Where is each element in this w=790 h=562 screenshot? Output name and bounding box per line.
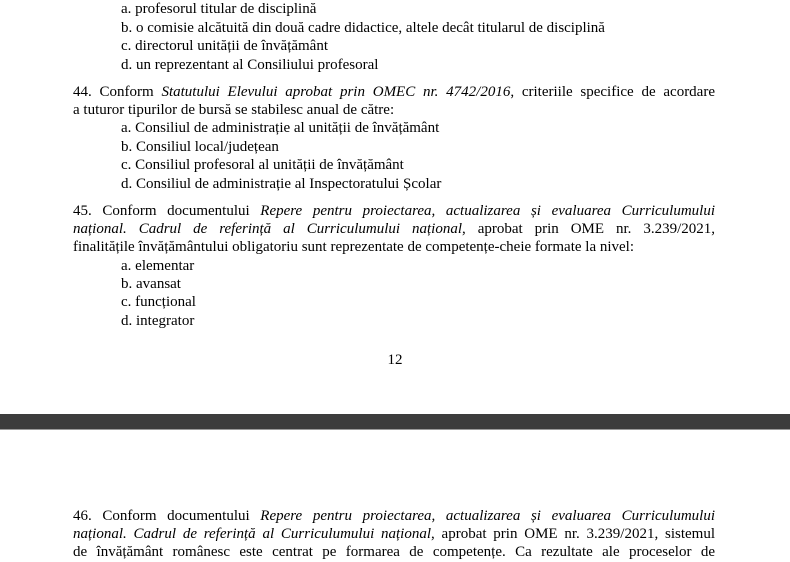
q44-option-d: d. Consiliul de administrație al Inspectoratului Școlar (121, 176, 442, 192)
q43-option-d: d. un reprezentant al Consiliului profesoral (121, 57, 379, 73)
q44-option-c: c. Consiliul profesoral al unității de învățământ (121, 157, 404, 173)
q44-question-line-1: 44. Conform Statutului Elevului aprobat prin OMEC nr. 4742/2016, criteriile specifice de acordare (73, 84, 715, 100)
q45-option-c: c. funcțional (121, 294, 196, 310)
q43-option-c: c. directorul unității de învățământ (121, 38, 329, 54)
page-separator (0, 414, 790, 430)
q46-question-line-1: 46. Conform documentului Repere pentru proiectarea, actualizarea și evaluarea Curriculumului (73, 508, 715, 524)
q46-question-line-3: de învățământ românesc este centrat pe formarea de competențe. Ca rezultate ale proceselor de (73, 544, 715, 560)
q45-option-d: d. integrator (121, 313, 195, 329)
q46-question-line-2: național. Cadrul de referință al Curriculumului național, aprobat prin OME nr. 3.239/2021, sistemul (73, 526, 715, 542)
q45-question-line-1: 45. Conform documentului Repere pentru proiectarea, actualizarea și evaluarea Curriculumului (73, 203, 715, 219)
q44-option-a: a. Consiliul de administrație al unității de învățământ (121, 120, 440, 136)
q45-question-line-2: național. Cadrul de referință al Curriculumului național, aprobat prin OME nr. 3.239/2021, (73, 221, 715, 237)
q43-option-a: a. profesorul titular de disciplină (121, 1, 317, 17)
page-number: 12 (387, 352, 403, 368)
q43-option-b: b. o comisie alcătuită din două cadre didactice, altele decât titularul de disciplină (121, 20, 605, 36)
document-page-13 (0, 430, 790, 562)
q45-option-a: a. elementar (121, 258, 195, 274)
q45-question-line-3: finalitățile învățământului obligatoriu sunt reprezentate de competențe-cheie formate la nivel: (73, 239, 635, 255)
q44-question-line-2: a tuturor tipurilor de bursă se stabilesc anual de către: (73, 102, 395, 118)
q44-option-b: b. Consiliul local/județean (121, 139, 279, 155)
q45-option-b: b. avansat (121, 276, 181, 292)
